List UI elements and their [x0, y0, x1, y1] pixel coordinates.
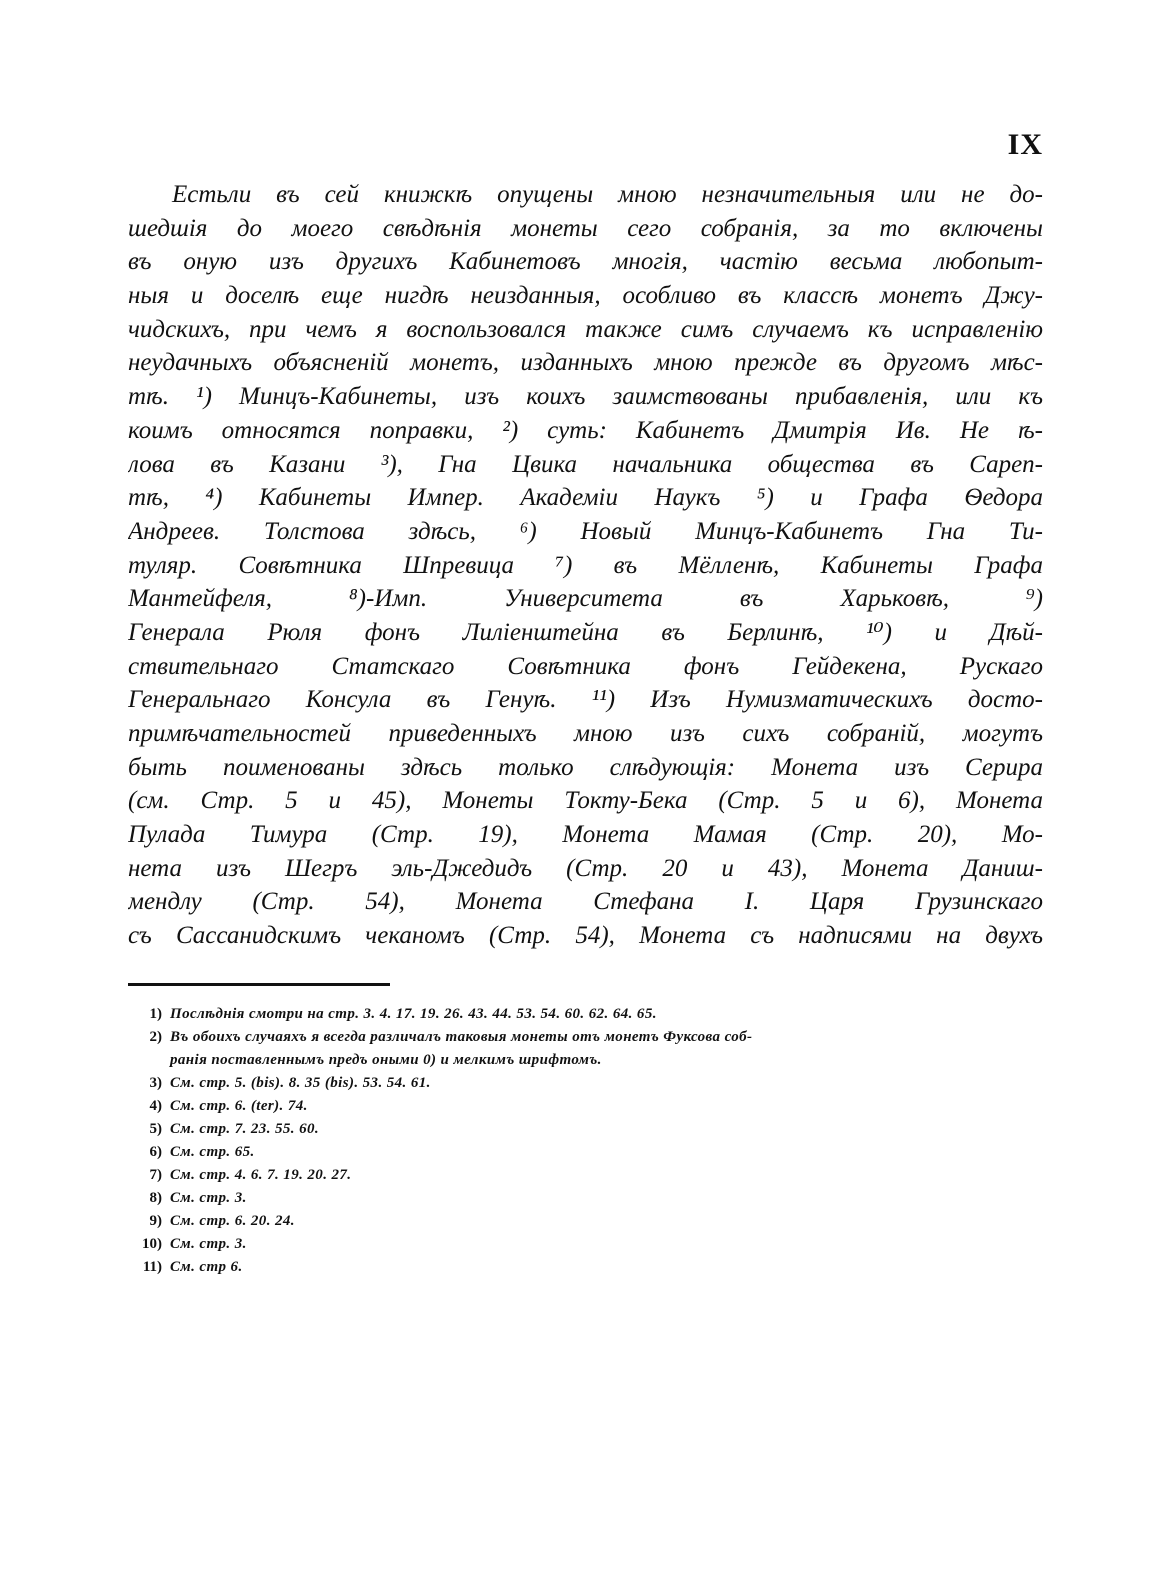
footnote — [128, 1141, 1043, 1164]
footnote — [128, 1256, 1043, 1279]
body-line: примѣчательностей приведенныхъ мною изъ сихъ собраній, могутъ — [128, 720, 1043, 747]
footnote-divider — [128, 983, 390, 986]
footnote-text: См. стр. 7. 23. 55. 60. — [170, 1121, 320, 1137]
body-line: Андреев. Толстова здѣсь, ⁶) Новый Минцъ-Кабинетъ Гна Ти- — [128, 517, 1043, 545]
body-line: Генеральнаго Консула въ Генуѣ. ¹¹) Изъ Нумизматическихъ досто- — [128, 686, 1043, 714]
footnote — [128, 1095, 1043, 1118]
body-text — [128, 178, 1043, 953]
body-line: лова въ Казани ³), Гна Цвика начальника общества въ Сареп- — [128, 450, 1043, 478]
body-line: Пулада Тимура (Стр. 19), Монета Мамая (Стр. 20), Мо- — [128, 821, 1043, 849]
footnote-number: 11) — [142, 1259, 162, 1275]
body-line: Мантейфеля, ⁸)-Имп. Университета въ Харьковѣ, ⁹) — [128, 585, 1043, 613]
body-line: съ Сассанидскимъ чеканомъ (Стр. 54), Монета съ надписями на двухъ — [128, 922, 1043, 950]
footnote — [128, 1210, 1043, 1233]
footnote-text: Послѣднія смотри на стр. 3. 4. 17. 19. 26. 43. 44. 53. 54. 60. 62. 64. 65. — [170, 1006, 657, 1022]
footnote — [128, 1026, 1043, 1049]
footnote-text: См. стр. 6. 20. 24. — [170, 1213, 295, 1229]
body-line: ныя и доселѣ еще нигдѣ неизданныя, особливо въ классѣ монетъ Джу- — [128, 282, 1043, 310]
footnote — [128, 1072, 1043, 1095]
footnote — [128, 1233, 1043, 1256]
footnote-number: 9) — [149, 1213, 162, 1229]
footnote-number: 5) — [149, 1121, 162, 1137]
footnote — [128, 1003, 1043, 1026]
body-line: Естьли въ сей книжкѣ опущены мною незначительныя или не до- — [172, 181, 1043, 208]
body-line: въ оную изъ другихъ Кабинетовъ многія, частію весьма любопыт- — [128, 248, 1043, 276]
footnote-number: 2) — [149, 1029, 162, 1045]
footnote — [128, 1187, 1043, 1210]
footnote-text: См. стр 6. — [170, 1259, 243, 1275]
body-line: мендлу (Стр. 54), Монета Стефана I. Царя Грузинскаго — [128, 888, 1043, 916]
footnote-number: 4) — [149, 1098, 162, 1114]
footnote — [128, 1164, 1043, 1187]
body-line: тѣ, ⁴) Кабинеты Импер. Академіи Наукъ ⁵) и Графа Ѳедора — [128, 484, 1043, 512]
body-line: нета изъ Шегръ эль-Джедидъ (Стр. 20 и 43), Монета Даниш- — [128, 854, 1043, 882]
footnote-number: 1) — [149, 1006, 162, 1022]
footnote-number: 6) — [149, 1144, 162, 1160]
body-line: шедшія до моего свѣдѣнія монеты сего собранія, за то включены — [128, 214, 1043, 242]
footnote-text: См. стр. 5. (bis). 8. 35 (bis). 53. 54. 61. — [170, 1075, 431, 1091]
body-line: неудачныхъ объясненій монетъ, изданныхъ мною прежде въ другомъ мѣс- — [128, 349, 1043, 377]
footnote-number: 10) — [142, 1236, 162, 1252]
body-line: Генерала Рюля фонъ Лиліенштейна въ Берлинѣ, ¹⁰) и Дѣй- — [128, 618, 1043, 646]
footnote-number: 7) — [149, 1167, 162, 1183]
body-line: ствительнаго Статскаго Совѣтника фонъ Гейдекена, Рускаго — [128, 652, 1043, 680]
footnote-number: 8) — [149, 1190, 162, 1206]
body-line: тѣ. ¹) Минцъ-Кабинеты, изъ коихъ заимствованы прибавленія, или къ — [128, 383, 1043, 411]
footnote-text: Въ обоихъ случаяхъ я всегда различалъ таковыя монеты отъ монетъ Фуксова соб- — [170, 1029, 753, 1045]
footnote-number: 3) — [149, 1075, 162, 1091]
page-number: IX — [1007, 128, 1043, 161]
footnote-text: См. стр. 3. — [170, 1236, 247, 1252]
footnote — [128, 1118, 1043, 1141]
footnotes — [128, 1003, 1043, 1279]
footnote-continuation: ранія поставленнымъ предъ оными 0) и мелкимъ шрифтомъ. — [170, 1052, 602, 1068]
body-line: (см. Стр. 5 и 45), Монеты Токту-Бека (Стр. 5 и 6), Монета — [128, 787, 1043, 815]
body-line: быть поименованы здѣсь только слѣдующія: Монета изъ Серира — [128, 753, 1043, 781]
footnote-text: См. стр. 65. — [170, 1144, 255, 1160]
footnote-text: См. стр. 3. — [170, 1190, 247, 1206]
footnote-text: См. стр. 4. 6. 7. 19. 20. 27. — [170, 1167, 352, 1183]
body-line: чидскихъ, при чемъ я воспользовался также симъ случаемъ къ исправленію — [128, 315, 1043, 343]
body-line: туляр. Совѣтника Шпревица ⁷) въ Мёлленѣ, Кабинеты Графа — [128, 551, 1043, 579]
footnote-text: См. стр. 6. (ter). 74. — [170, 1098, 308, 1114]
body-line: коимъ относятся поправки, ²) суть: Кабинетъ Дмитрія Ив. Не ѣ- — [128, 416, 1043, 444]
